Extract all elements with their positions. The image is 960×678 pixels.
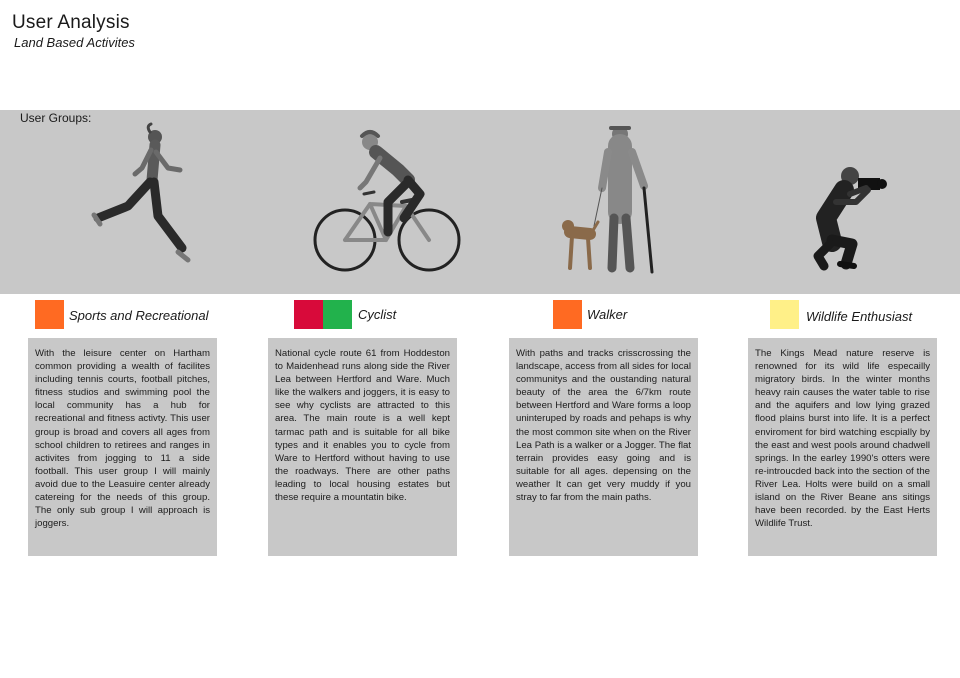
cyclist-group-name: Cyclist [358, 307, 397, 322]
runner-figure-icon [88, 120, 203, 275]
cyclist-color-swatch-1 [294, 300, 323, 329]
walker-group-name: Walker [587, 307, 628, 322]
sports-group-name: Sports and Recreational [69, 308, 209, 323]
photographer-figure-icon [796, 160, 891, 275]
walker-color-swatch [553, 300, 582, 329]
page-title: User Analysis [12, 12, 130, 33]
walker-with-dog-figure-icon [556, 122, 666, 277]
wildlife-color-swatch [770, 300, 799, 329]
cyclist-description: National cycle route 61 from Hoddeston to Maidenhead runs along side the River Lea between Hertford and Ware. Much like the walkers and joggers, it is easy to see why cyclists are attracted to this area. The main route is a well kept tarmac path and is suitable for all bike types and it enables you to cycle from Ware to Hertford without having to use the roadways. There are other paths leading to local housing estates but these require a mountatin bike. [268, 338, 457, 556]
walker-description: With paths and tracks crisscrossing the landscape, access from all sides for local communitys and the oustanding natural beauty of the area the 6/7km route between Hertford and Ware forms a loop uninteruped by roads and pehaps is why the most common site when on the River Lea Path is a walker or a Jogger. The flat terrain provides easy going and is suitable for all ages. depensing on the weather It can get very muddy if you stray to far from the main paths. [509, 338, 698, 556]
wildlife-description: The Kings Mead nature reserve is renowned for its wild life especailly migratory birds. In the winter months heavy rain causes the water table to rise and the aquifers and low lying grazed flood plains burst into life. It is a perfect enviroment for bird watching escpially by the east and west pools around chadwell springs. In the earley 1990's otters were re-introucded back into the section of the River Lea. Holts were build on a small island on the River Beane ans sitings have been recorded. by the East Herts Wildlife Trust. [748, 338, 937, 556]
page-subtitle: Land Based Activites [14, 35, 135, 50]
sports-color-swatch [35, 300, 64, 329]
cyclist-figure-icon [308, 122, 468, 280]
user-groups-label: User Groups: [20, 111, 92, 125]
sports-description: With the leisure center on Hartham common providing a wealth of facilites including tennis courts, football pitches, fitness studios and swimming pool the local community has a hub for recreational and fitness activty. This user group is broad and covers all ages from school children to retirees and ranges in activites from jogging to 11 a side football. This user group I will mainly avoid due to the Leasuire center already catereing for the needs of this group. The only sub group I will approach is joggers. [28, 338, 217, 556]
wildlife-group-name: Wildlife Enthusiast [806, 309, 913, 324]
cyclist-color-swatch-2 [323, 300, 352, 329]
